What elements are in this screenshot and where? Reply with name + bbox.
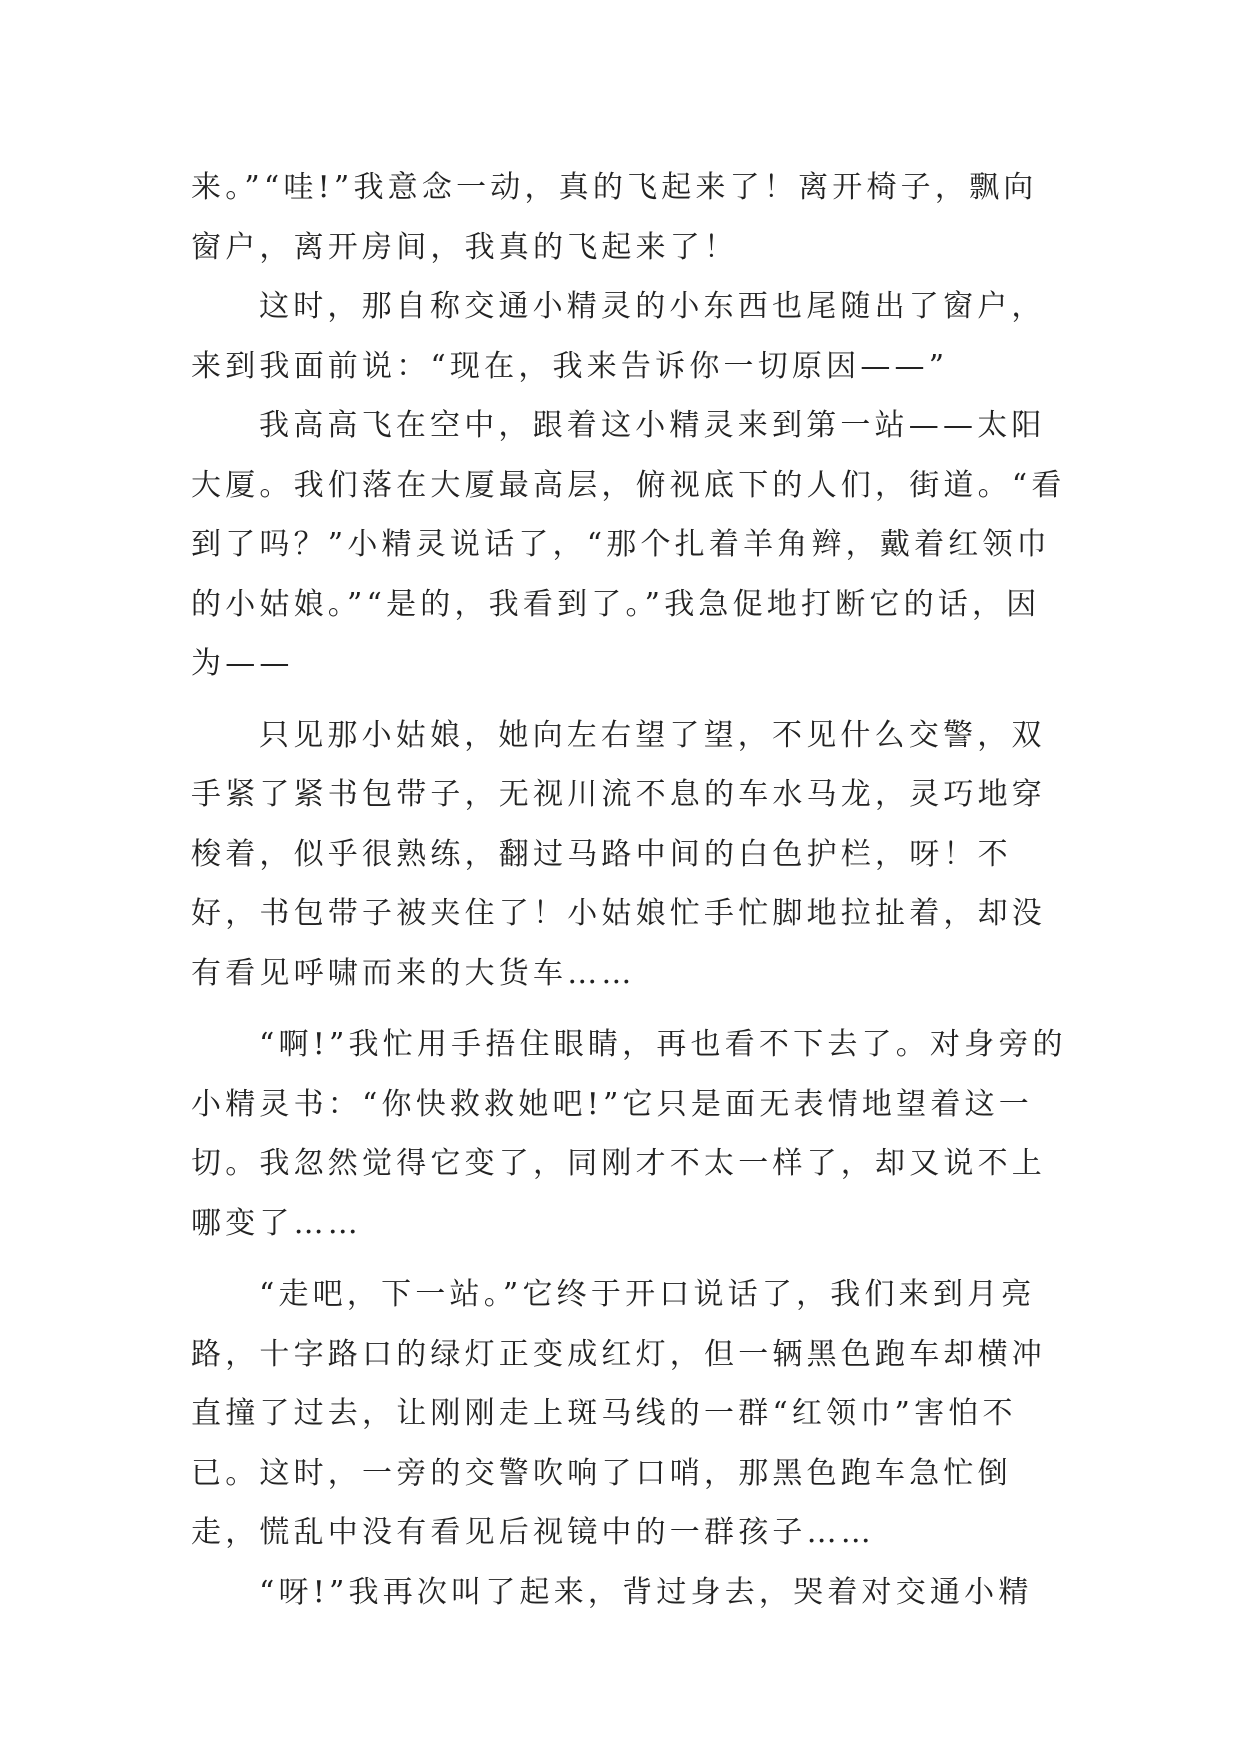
paragraph-1: 来。”“哇!”我意念一动，真的飞起来了！离开椅子，飘向窗户，离开房间，我真的飞起来了！ (191, 170, 1038, 265)
paragraph-7: “呀!”我再次叫了起来，背过身去，哭着对交通小精 (259, 1574, 1033, 1610)
paragraph-gap (191, 694, 1071, 706)
document-body (191, 158, 1071, 1622)
paragraph-6: “走吧，下一站。”它终于开口说话了，我们来到月亮路，十字路口的绿灯正变成红灯，但一辆黑色跑车却横冲直撞了过去，让刚刚走上斑马线的一群“红领巾”害怕不已。这时，一旁的交警吹响了口哨，那黑色跑车急忙倒走，慌乱中没有看见后视镜中的一群孩子…… (191, 1277, 1046, 1550)
paragraph-2: 这时，那自称交通小精灵的小东西也尾随出了窗户，来到我面前说：“现在，我来告诉你一切原因——” (191, 289, 1046, 384)
paragraph-gap (191, 1003, 1071, 1015)
paragraph-5: “啊!”我忙用手捂住眼睛，再也看不下去了。对身旁的小精灵书：“你快救救她吧!”它只是面无表情地望着这一切。我忽然觉得它变了，同刚才不太一样了，却又说不上哪变了…… (191, 1027, 1067, 1241)
paragraph-4: 只见那小姑娘，她向左右望了望，不见什么交警，双手紧了紧书包带子，无视川流不息的车水马龙，灵巧地穿梭着，似乎很熟练，翻过马路中间的白色护栏，呀！不好，书包带子被夹住了！小姑娘忙手忙脚地拉扯着，却没有看见呼啸而来的大货车…… (191, 717, 1046, 991)
paragraph-3: 我高高飞在空中，跟着这小精灵来到第一站——太阳大厦。我们落在大厦最高层，俯视底下的人们，街道。“看到了吗？”小精灵说话了，“那个扎着羊角辫，戴着红领巾的小姑娘。”“是的，我看到了。”我急促地打断它的话，因为—— (191, 408, 1066, 681)
paragraph-gap (191, 1253, 1071, 1265)
